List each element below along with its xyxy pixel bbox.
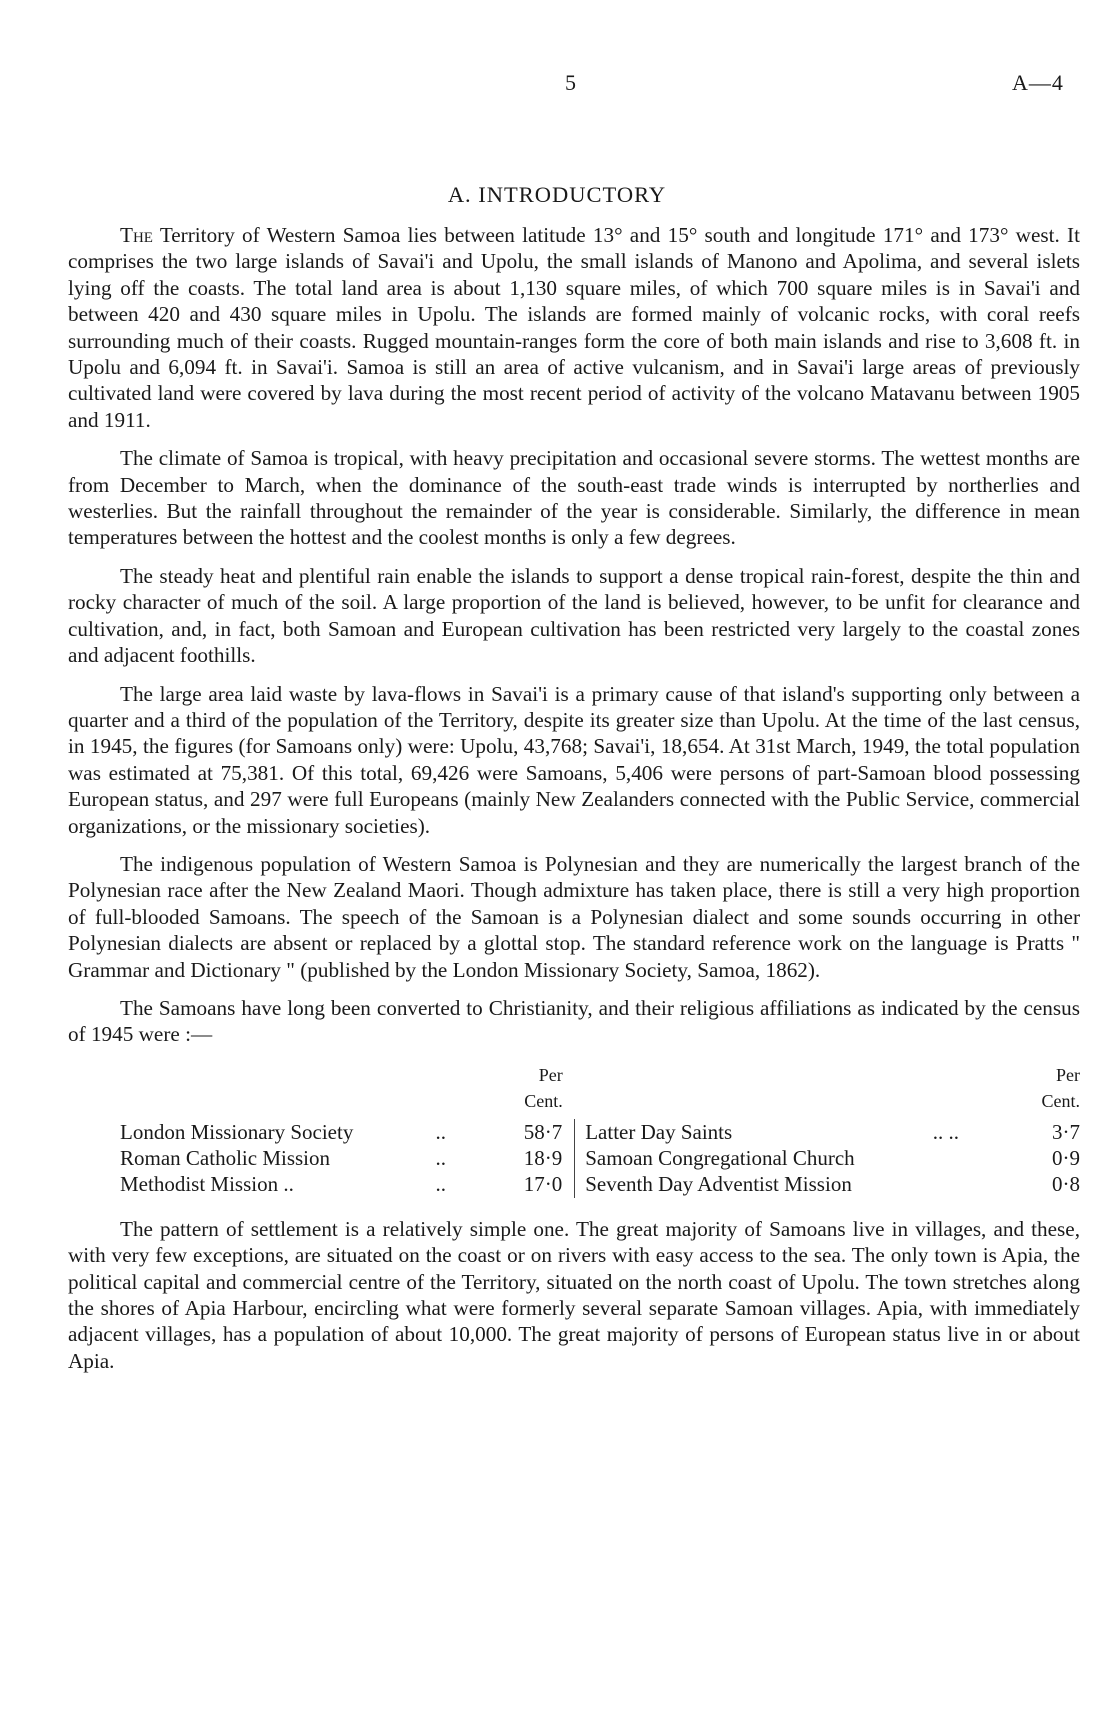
religion-name: Latter Day Saints [575, 1119, 933, 1145]
leader-dots: .. .. [932, 1119, 959, 1144]
paragraph-climate: The climate of Samoa is tropical, with heavy precipitation and occasional severe storms. The wettest months are from December to March, when the dominance of the south-east trade winds is interrupted by northerlies and westerlies. But the rainfall throughout the remainder of the year is considerable. Similarly, the difference in mean temperatures between the hottest and the coolest months is only a few degrees. [68, 446, 1080, 550]
religion-table-header [120, 1062, 1080, 1119]
religion-percent: 0·8 [1052, 1172, 1080, 1197]
percent-header-right: Per Cent. [1041, 1064, 1080, 1112]
religion-name: Methodist Mission .. [120, 1172, 294, 1197]
religion-percent: 17·0 [523, 1172, 563, 1197]
paragraph-lead-word: The [120, 223, 153, 247]
religion-percent: 58·7 [523, 1119, 563, 1144]
leader-dots: .. [435, 1119, 446, 1144]
table-row [120, 1171, 1080, 1197]
religion-table [120, 1062, 1080, 1198]
leader-dots: .. [435, 1146, 446, 1170]
religion-name: London Missionary Society [120, 1119, 354, 1144]
religion-name: Samoan Congregational Church [575, 1145, 933, 1171]
percent-header-left: Per Cent. [524, 1064, 563, 1112]
paragraph-indigenous: The indigenous population of Western Samoa is Polynesian and they are numerically the largest branch of the Polynesian race after the New Zealand Maori. Though admixture has taken place, there is still a very high proportion of full-blooded Samoans. The speech of the Samoan is a Polynesian dialect and some sounds occurring in other Polynesian dialects are absent or replaced by a glottal stop. The standard reference work on the language is Pratts " Grammar and Dictionary " (published by the London Missionary Society, Samoa, 1862). [68, 851, 1080, 982]
paragraph-religion: The Samoans have long been converted to Christianity, and their religious affiliations as indicated by the census of 1945 were :— [68, 995, 1080, 1047]
paragraph-settlement: The pattern of settlement is a relatively simple one. The great majority of Samoans live in villages, and these, with very few exceptions, are situated on the coast or on rivers with easy access to the sea. The only town is Apia, the political capital and commercial centre of the Territory, situated on the north coast of Upolu. The town stretches along the shores of Apia Harbour, encircling what were formerly several separate Samoan villages. Apia, with immediately adjacent villages, has a population of about 10,000. The great majority of persons of European status live in or about Apia. [68, 1216, 1080, 1373]
page-number: 5 [565, 70, 576, 95]
paragraph-territory-text: Territory of Western Samoa lies between latitude 13° and 15° south and longitude 171° and 173° west. It comprises the two large islands of Savai'i and Upolu, the small islands of Manono and Apolima, and several islets lying off the coasts. The total land area is about 1,130 square miles, of which 700 square miles is in Savai'i and between 420 and 430 square miles in Upolu. The islands are formed mainly of volcanic rocks, with coral reefs surrounding much of their coasts. Rugged mountain-ranges form the core of both main islands and rise to 3,608 ft. in Upolu and 6,094 ft. in Savai'i. Samoa is still an area of active vulcanism, and in Savai'i large areas of previously cultivated land were covered by lava during the most recent period of activity of the volcano Matavanu between 1905 and 1911. [68, 223, 1080, 432]
religion-percent: 0·9 [1052, 1146, 1080, 1170]
leader-dots [933, 1145, 1017, 1171]
leader-dots [933, 1171, 1017, 1197]
table-row [120, 1119, 1080, 1145]
paragraph-territory [68, 222, 1080, 433]
religion-name: Roman Catholic Mission [120, 1146, 330, 1170]
section-heading: A. INTRODUCTORY [447, 182, 667, 207]
body-text [68, 222, 1080, 1374]
religion-percent: 3·7 [1052, 1119, 1080, 1144]
paragraph-population: The large area laid waste by lava-flows in Savai'i is a primary cause of that island's supporting only between a quarter and a third of the population of the Territory, despite its greater size than Upolu. At the time of the last census, in 1945, the figures (for Samoans only) were: Upolu, 43,768; Savai'i, 18,654. At 31st March, 1949, the total population was estimated at 75,381. Of this total, 69,426 were Samoans, 5,406 were persons of part-Samoan blood possessing European status, and 297 were full Europeans (mainly New Zealanders connected with the Public Service, commercial organizations, or the missionary societies). [68, 681, 1080, 838]
leader-dots: .. [435, 1172, 446, 1197]
table-row [120, 1145, 1080, 1171]
paragraph-vegetation: The steady heat and plentiful rain enable the islands to support a dense tropical rain-forest, despite the thin and rocky character of much of the soil. A large proportion of the land is believed, however, to be unfit for clearance and cultivation, and, in fact, both Samoan and European cultivation has been restricted very largely to the coastal zones and adjacent foothills. [68, 563, 1080, 668]
page-code: A—4 [1012, 70, 1064, 95]
religion-percent: 18·9 [523, 1146, 563, 1170]
religion-name: Seventh Day Adventist Mission [575, 1171, 933, 1197]
